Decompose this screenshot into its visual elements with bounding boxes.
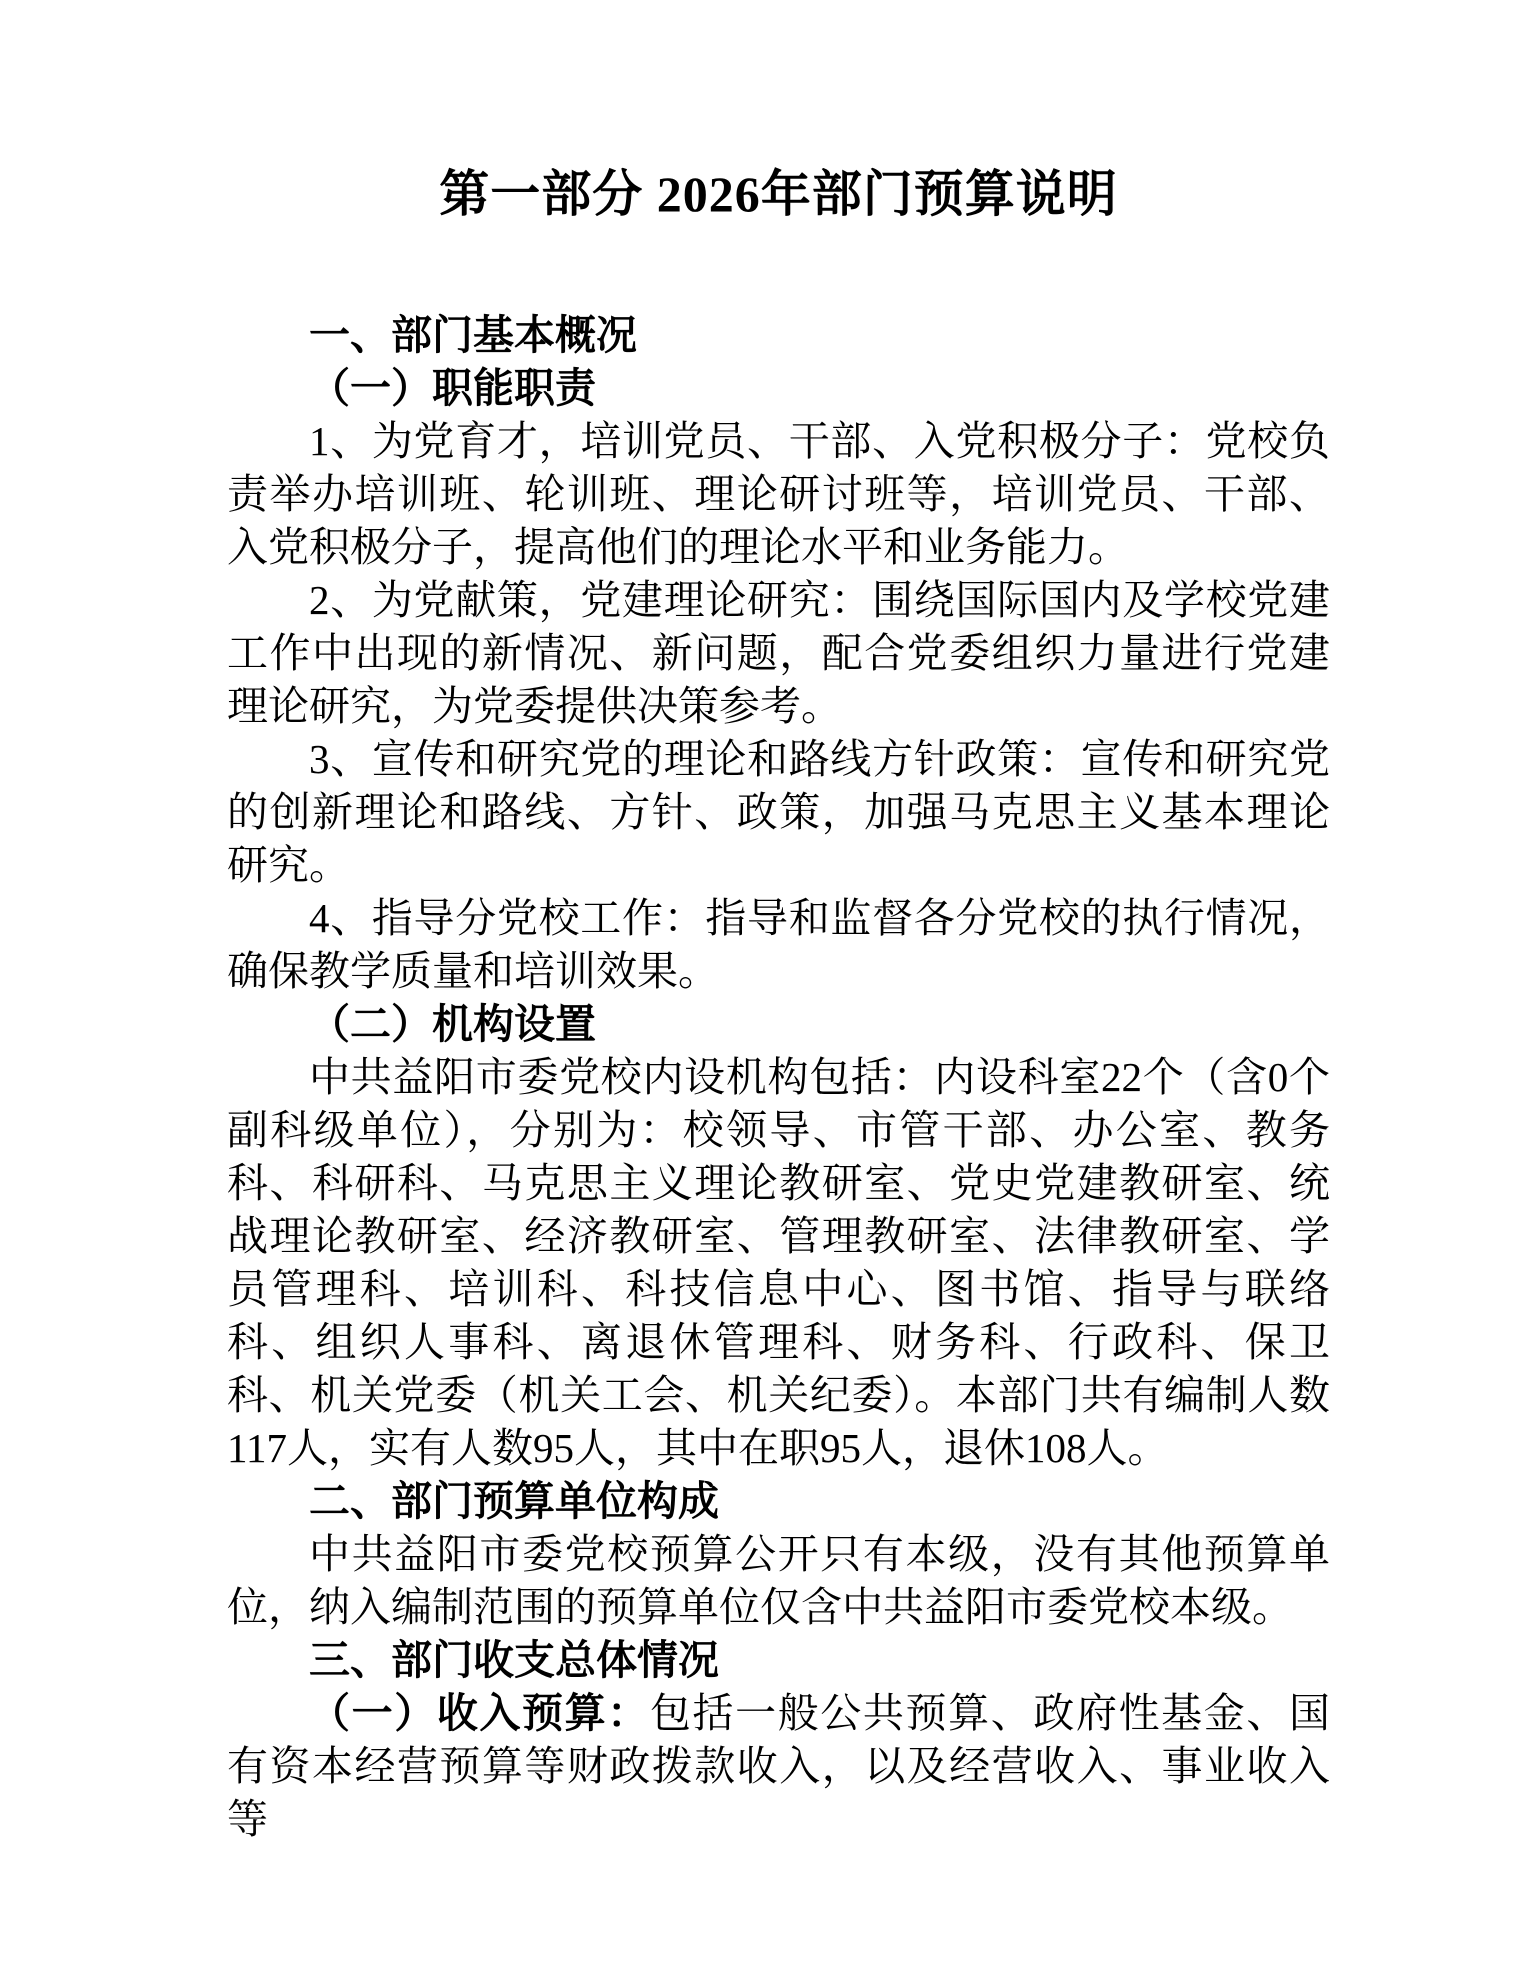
section-heading: 二、部门预算单位构成	[309, 1478, 719, 1524]
section-heading: 三、部门收支总体情况	[309, 1637, 719, 1683]
paragraph: 2、为党献策，党建理论研究：围绕国际国内及学校党建工作中出现的新情况、新问题，配合党委组织力量进行党建理论研究，为党委提供决策参考。	[227, 577, 1330, 729]
paragraph: 4、指导分党校工作：指导和监督各分党校的执行情况，确保教学质量和培训效果。	[227, 895, 1330, 994]
document-body	[227, 309, 1330, 1846]
section-heading: 一、部门基本概况	[309, 312, 637, 358]
section-heading: （二）机构设置	[309, 1001, 596, 1047]
document-title: 第一部分 2026年部门预算说明	[439, 166, 1118, 222]
section-heading: （一）职能职责	[309, 365, 596, 411]
paragraph: 中共益阳市委党校内设机构包括：内设科室22个（含0个副科级单位），分别为：校领导、市管干部、办公室、教务科、科研科、马克思主义理论教研室、党史党建教研室、统战理论教研室、经济教研室、管理教研室、法律教研室、学员管理科、培训科、科技信息中心、图书馆、指导与联络科、组织人事科、离退休管理科、财务科、行政科、保卫科、机关党委（机关工会、机关纪委）。本部门共有编制人数117人，实有人数95人，其中在职95人，退休108人。	[227, 1054, 1330, 1471]
paragraph: 1、为党育才，培训党员、干部、入党积极分子：党校负责举办培训班、轮训班、理论研讨班等，培训党员、干部、入党积极分子，提高他们的理论水平和业务能力。	[227, 418, 1330, 570]
paragraph: 3、宣传和研究党的理论和路线方针政策：宣传和研究党的创新理论和路线、方针、政策，加强马克思主义基本理论研究。	[227, 736, 1330, 888]
paragraph-bold-lead: （一）收入预算：	[309, 1690, 650, 1736]
paragraph: （一）收入预算：包括一般公共预算、政府性基金、国有资本经营预算等财政拨款收入，以及经营收入、事业收入等	[227, 1690, 1331, 1842]
paragraph: 中共益阳市委党校预算公开只有本级，没有其他预算单位，纳入编制范围的预算单位仅含中共益阳市委党校本级。	[227, 1531, 1330, 1630]
